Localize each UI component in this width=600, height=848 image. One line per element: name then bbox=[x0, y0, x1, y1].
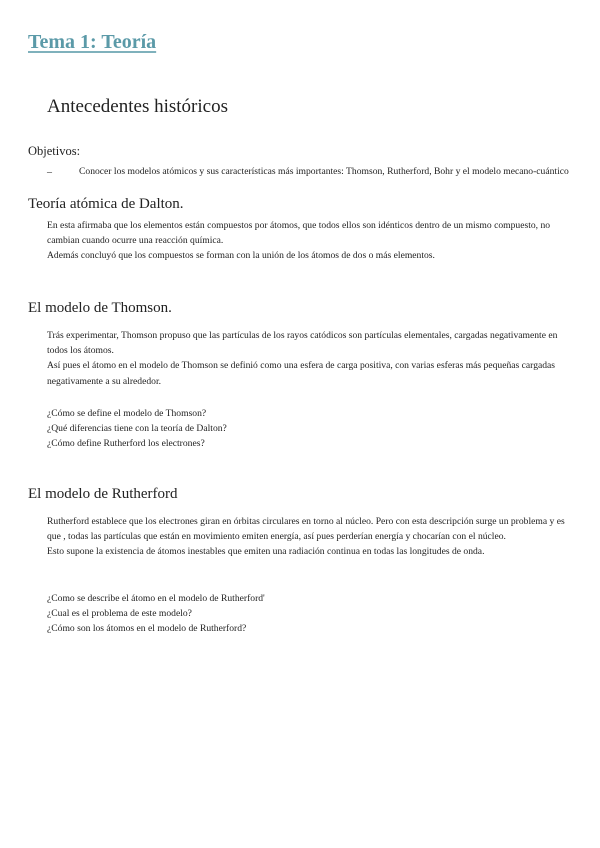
paragraph: En esta afirmaba que los elementos están compuestos por átomos, que todos ellos son idénticos dentro de un mismo compuesto, no cambian cuando ocurre una reacción química. bbox=[47, 220, 551, 247]
rutherford-body bbox=[47, 514, 567, 560]
thomson-questions bbox=[47, 406, 567, 452]
paragraph: Además concluyó que los compuestos se forman con la unión de los átomos de dos o más elementos. bbox=[47, 250, 435, 262]
paragraph: Rutherford establece que los electrones giran en órbitas circulares en torno al núcleo. Pero con esta descripción surge un problema y es que , todas las partículas que están en movimiento emiten energía, así pues perderían energía y chocarían con el núcleo. bbox=[47, 516, 565, 543]
rutherford-questions bbox=[47, 591, 567, 637]
question: ¿Cual es el problema de este modelo? bbox=[47, 608, 192, 620]
objectives-label: Objetivos: bbox=[28, 144, 81, 158]
paragraph: Trás experimentar, Thomson propuso que las partículas de los rayos catódicos son partículas elementales, cargadas negativamente en todos los átomos. bbox=[47, 330, 558, 357]
question: ¿Como se describe el átomo en el modelo de Rutherford' bbox=[47, 593, 265, 604]
question: ¿Qué diferencias tiene con la teoría de Dalton? bbox=[47, 423, 227, 435]
dalton-body bbox=[47, 218, 567, 264]
main-heading: Antecedentes históricos bbox=[47, 96, 228, 117]
section-heading-thomson: El modelo de Thomson. bbox=[28, 300, 172, 316]
section-heading-dalton: Teoría atómica de Dalton. bbox=[28, 196, 184, 212]
section-heading-rutherford: El modelo de Rutherford bbox=[28, 486, 178, 502]
question: ¿Cómo son los átomos en el modelo de Rutherford? bbox=[47, 623, 247, 635]
thomson-body bbox=[47, 328, 567, 389]
bullet-marker: – bbox=[47, 167, 52, 178]
paragraph: Esto supone la existencia de átomos inestables que emiten una radiación continua en todas las longitudes de onda. bbox=[47, 546, 485, 558]
paragraph: Así pues el átomo en el modelo de Thomson se definió como una esfera de carga positiva, con varias esferas más pequeñas cargadas negativamente a su alrededor. bbox=[47, 360, 556, 387]
document-title: Tema 1: Teoría bbox=[28, 31, 157, 53]
question: ¿Cómo se define el modelo de Thomson? bbox=[47, 408, 207, 419]
objective-item: Conocer los modelos atómicos y sus características más importantes: Thomson, Rutherford, Bohr y el modelo mecano-cuántico bbox=[79, 166, 569, 177]
question: ¿Cómo define Rutherford los electrones? bbox=[47, 438, 205, 450]
